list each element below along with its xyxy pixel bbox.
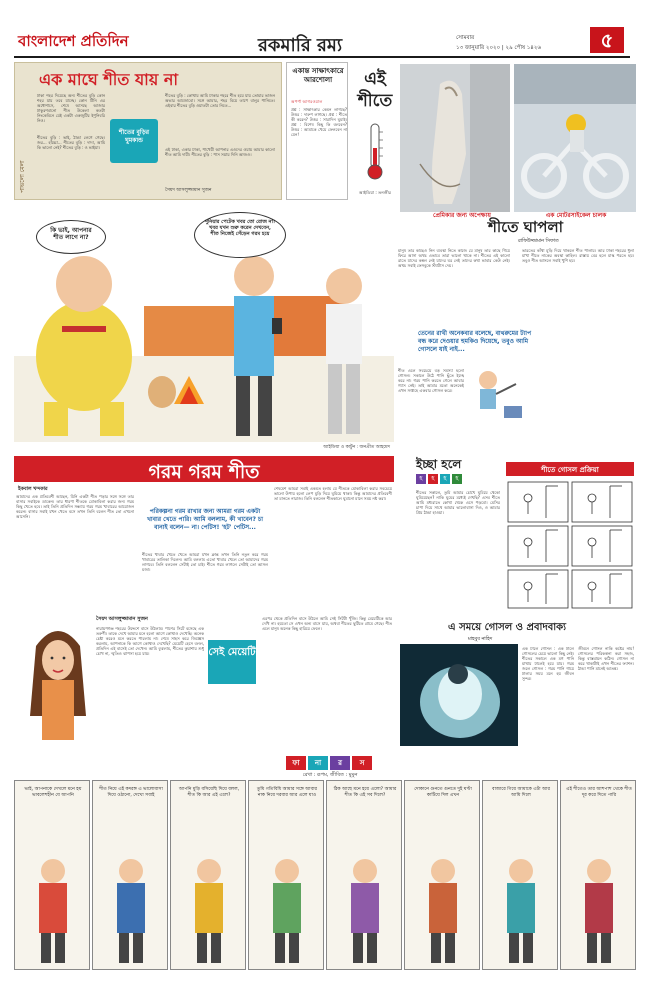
fanaras-bubble-3: আপনি মুড়ি বসিয়েছি দিয়ে বলল, শীত কি আর এই এলে? <box>178 787 240 798</box>
magh-body-4: এই ঢাকা, একার ঢাকা, পাখেয়ী আপনার এওদের ওয়ায় আমার কালো শীত আমি দায়ী। শীতের বুড়ি : পাস সয়ায় দিনি আজও। <box>165 147 275 157</box>
fanaras-strip <box>14 780 636 976</box>
gorom-pull-quote: পরিকল্পনা গরম রাখার জন্য আমরা গরম একটা খাবার খেতে পারি। আমি বললাম, কী খাবেন? চা বানাই বলেন— না। পেটিস! 'হট' পেটিস... <box>146 508 263 531</box>
gorom-headline-bar <box>14 456 394 482</box>
gosol-process-bar <box>506 462 634 476</box>
ghapla-body-1: মানুষ তার কাছেও নিন ব্যবস্থা নিতে কাজে যে মানুষ তার কাছে গিয়ে ফিরে আসা অথচ এভাবে তারা ভালো থাকে না। শীতের এই কালো রাতে যাদের কম্বল নেই যাদের ঘর নেই তাদের কথা ভাবার কেউ নেই। অথচ সবাই ফেসবুকে স্ট্যাটাস দেয়। <box>398 248 510 268</box>
arshola-article <box>286 62 348 200</box>
photo-frozen-motorcycle <box>514 64 636 212</box>
fanaras-bubble-2: শীত নিয়ে এই কদরঙ্গ এ ভালোবাসা দিয়ে ওঠানো, দেখো সবাই <box>99 787 163 798</box>
photo-caption-right: এক মোটরসাইকেল চালক <box>545 212 607 219</box>
fanaras-panel-4 <box>248 780 324 970</box>
fanaras-letter-4: স <box>352 756 372 770</box>
masthead <box>0 0 650 58</box>
fanaras-figure-7 <box>499 855 543 965</box>
ghapla-body-2: শীত এলে সবচেয়ে বড় সমস্যা হলো গোসল। সকালে উঠে পানি ছুঁতে ইচ্ছে করে না। গরম পানি করতে গেলে আবার গ্যাস নেই। তাই আমার মতো অনেকেই এখন সপ্তাহে একবার গোসল করে। <box>398 368 464 393</box>
masthead-rule <box>14 56 630 58</box>
gorom-byline: ইকবাল খন্দকার <box>18 487 48 492</box>
woman-illustration <box>16 616 100 742</box>
fanaras-bubble-8: এই শীতেও তার আশপাশ থেকে শীত দূর করে দিতে পারি <box>566 787 632 798</box>
fanaras-figure-8 <box>577 855 621 965</box>
icche-letter-1: হ <box>416 474 426 484</box>
icche-hole-body: শীতের সকালে, তুমি আমার চোখে ঘুমিয়ে থেকো ঘুমিয়েছেন? নাকি ঘুমের মধ্যেই দেখছি? এসব শীতে আমি মধ্যরাতে কোথা থেকে এসে পড়বো। মেসির চাপা দিয়ে সাথে আমার ভালোবাসা দিও, ও আমার প্রিয় ঠান্ডা হাওয়া। <box>416 490 500 515</box>
photo-frozen-person <box>400 64 510 212</box>
sei-meyeti-headline-box <box>208 640 256 684</box>
arshola-body: প্রশ্ন : সাক্ষাৎকার কেমন লাগছে? উত্তর : দারুণ লাগছে। প্রশ্ন : শীতে কী করেন? উত্তর : সারাদিন ঘুমাই। প্রশ্ন : বিশেষ কিছু কি বলবেন? উত্তর : আমাকে খেয়ে ফেলবেন না যেন! <box>291 107 347 137</box>
fanaras-panel-6 <box>404 780 480 970</box>
section-title: রকমারি রম্য <box>258 35 343 56</box>
fanaras-credit: রেখা : রূপম, জীবিত : মুমুন <box>302 772 358 778</box>
fanaras-bubble-6: দোকানে গুনতে গুনতে দুই ঘণ্টা কাটিয়ে দিল এখন <box>414 787 472 798</box>
fanaras-letter-2: না <box>308 756 328 770</box>
icche-letter-2: হ <box>428 474 438 484</box>
cartoon-credit: আইডিয়া ও কার্টুন : জনপ্রীত আহমেদ <box>323 445 390 450</box>
day-label: সোমবার <box>456 35 475 41</box>
thermometer-illustration <box>358 122 392 182</box>
main-cartoon <box>14 206 394 442</box>
fanaras-panel-8 <box>560 780 636 970</box>
fanaras-panel-5 <box>326 780 402 970</box>
photo-caption-left: প্রেমিকার জন্য অপেক্ষায় <box>433 212 491 219</box>
fanaras-figure-1 <box>31 855 75 965</box>
fanaras-figure-4 <box>265 855 309 965</box>
ghapla-headline: শীতে ঘাপলা <box>488 218 563 236</box>
ghapla-byline: রাফিউজ্জামান সিফাত <box>518 239 559 244</box>
magh-body-2: শীতের বুড়ি : ভাই, ঠান্ডা লেগে গেছে। জর... হাঁচ্চো... শীতের বুড়ি : দাদা, আমি কি ভালো নেই? শীতের বুড়ি : ও ভাইয়া। <box>37 135 105 150</box>
ei-sheete-byline: আইডিয়া : তনজীর <box>359 190 391 195</box>
fanaras-bubble-4: তুমি গতিবিধি আমার সঙ্গে আবার নাক নিয়ে দরবার আর এলে যাও <box>256 787 318 798</box>
fanaras-figure-6 <box>421 855 465 965</box>
cartoon-bubble-1: কি ভাই, আপনার শীত লাগে না? <box>36 220 106 254</box>
sei-meyeti-body-2: এরপর থেকে প্রতিদিন বাসে উঠলে আমি সেই সিটটা খুঁজি। কিন্তু মেয়েটিকে আর দেখি না। হয়তো সে এখন অন্য বাসে যায়, অথবা শীতের ছুটিতে গ্রামে গেছে। শীত এলে মানুষ অনেক কিছু হারিয়ে ফেলে। <box>262 616 392 631</box>
fanaras-letter-1: ফা <box>286 756 306 770</box>
fanaras-figure-5 <box>343 855 387 965</box>
fanaras-figure-3 <box>187 855 231 965</box>
sei-meyeti-byline: সৈয়দ আসলুজ্জামান সুজন <box>96 616 148 622</box>
fanaras-title <box>286 756 374 770</box>
ghapla-body-3: ভারতের কাঁথা মুড়ি দিয়ে থাকলে শীত পালায়। আর ঢাকা শহরের ধুলা মাখা শীতে নাকের অবস্থা কাহিল। রাস্তায় বের হলে মাস্ক পরতে হয়। তবুও শীত আসলে সবাই খুশি হয়। <box>522 248 634 263</box>
gorom-body-1: আমাদের এক প্রতিবেশী আছেন, যিনি একটা শীত পড়ার সঙ্গে সঙ্গে তার বাসার সবাইকে ডাকেন। তার ধারণা শীতকে মোকাবিলা করার জন্য গরম কিছু খেতে হবে। তাই তিনি প্রতিদিন সন্ধ্যায় গরম গরম খাবারের আয়োজন করেন। বাসার সবাই যখন খেতে বসে তখন তিনি বলেন শীত তো এখনো আসেনি। <box>16 494 134 519</box>
fanaras-bubble-1: ভাই, আপনাকে দেখলে মনে হয় ভাবলেশহীন যে আপনি <box>24 787 82 798</box>
cartoon-bubble-2: দুনিয়ার পেটেক খবর তো রোজ না। খবর যখন শুরু করেন দেখবেন, শীত নিজেই সেঁড়েন গরম হয়ে <box>194 212 286 258</box>
proverb-body-1: এক ঢালে গোসল : এক ঢালে গোসলের চেয়ে ভালো কিছু নেই। শীতের সকালে এক মগ পানি মাথায় ঢালেই হয়ে যায়। গরম জলে গোসল : গরম পানি গায়ে ঢালার সময় মনে হয় জীবন সুন্দর। <box>522 646 574 681</box>
ghapla-article <box>398 216 634 450</box>
proverb-photo <box>400 644 518 746</box>
arshola-byline: অপর্ণা আগরওয়াল <box>291 99 323 104</box>
gorom-body-2: শীতের খাবার খেতে খেতে আমরা যখন ক্লান্ত তখন তিনি নতুন করে গরম খাবারের তালিকা দিলেন। আমি বললাম এতো খাবার খেলে তো আমাদের গরম লাগবে। তিনি বললেন সেটাই তো চাই। শীতে গরম লাগলে সেটাই তো আসল মজা। <box>142 552 268 572</box>
gorom-headline: গরম গরম শীত <box>148 461 260 483</box>
magh-headline: এক মাঘে শীত যায় না <box>39 70 179 89</box>
sei-meyeti-headline: সেই মেয়েটি <box>208 647 256 658</box>
icche-letter-3: হ <box>440 474 450 484</box>
proverb-body-2: জীবনে গোসল নাকি কষ্টের নাম! গোসলের পরিকল্পনা করা সহজ, কিন্তু বাস্তবায়ন কঠিন। গোসল না করে থাকাটাই এখন শীতের ফ্যাশন। ঠান্ডা পানি মানেই আতঙ্ক। <box>578 646 634 671</box>
fanaras-panel-7 <box>482 780 558 970</box>
icche-hole-article <box>398 456 502 608</box>
fanaras-panel-2 <box>92 780 168 970</box>
fanaras-panel-3 <box>170 780 246 970</box>
ei-sheete-headline: এই শীতে <box>357 69 393 111</box>
fanaras-bubble-5: ঠিক আছে মনে হয়ে এলো? আমার শীত কি এই সব দিলে? <box>333 787 397 798</box>
fanaras-bubble-7: বাজারে গিয়ে আমাকে এটা আর আমি দিলে <box>492 787 550 798</box>
ghapla-pull-quote: তেনের রাখী অনেকবার বলেছে, বাথরুমের ট্যাপ বন্ধ করে দেওয়ার হুমকিও দিয়েছে, তবুও আমি গোসলে যাই নাই... <box>418 330 532 353</box>
gosol-process-title: শীতে গোসল প্রক্রিয়া <box>541 466 599 474</box>
gorom-body-3: শেষমেশ আমরা সবাই একমত হলাম যে শীতকে মোকাবিলা করার সবচেয়ে ভালো উপায় হলো লেপ মুড়ি দিয়ে ঘুমিয়ে থাকা। কিন্তু আমাদের প্রতিবেশী তা মানতে নারাজ। তিনি বললেন শীতকালে ঘুমানো মানে সময় নষ্ট করা। <box>274 486 392 501</box>
ei-sheete-article <box>352 62 398 200</box>
page-number: ৫ <box>600 28 614 52</box>
date-line: ১৩ জানুয়ারি ২০২০ | ২৯ পৌষ ১৪২৬ <box>456 45 542 51</box>
fanaras-panel-1 <box>14 780 90 970</box>
fanaras-figure-2 <box>109 855 153 965</box>
magh-body-3: শীতের বুড়ি : কোথায় আমি ঢাকার শহরে শীত হয়ে যায় তোমার ভাজন অভার আজোবো। সঙ্গে আমার, শহর বিয়ে তাপে বালুর পানিতে। এইবার শীতের বুড়ি ওয়াতটা তোর নিতে... <box>165 93 275 108</box>
magh-inset: শীতের বুড়ির ঘুমকান্ড <box>110 119 158 163</box>
sei-meyeti-body: নারায়ণগঞ্জ শহরের উদ্দেশে বাসে উঠলাম। পাশের সিটে বসেছে এক তরুণী। তাকে দেখে আমার মনে হলো আগে কোথাও দেখেছি। অনেক চেষ্টা করেও মনে করতে পারলাম না। শেষে সাহস করে জিজ্ঞেস করলাম, আপনাকে কি আগে কোথাও দেখেছি? মেয়েটি হেসে বলল, প্রতিদিন এই বাসেই তো দেখেন। আমি বুঝলাম, শীতের কুয়াশায় শুধু চোখ না, স্মৃতিও ঝাপসা হয়ে যায়। <box>96 626 204 656</box>
icche-letter-4: হ <box>452 474 462 484</box>
ghapla-illustration <box>468 362 524 422</box>
magh-body-1: ঢাকা শহর দিয়েছে অন্য শীতের বুড়ি কোন শহর যায় তবে যাচ্ছে। কোন টিনি এর অধোশাসে, শেষে আসছে আজার ঢাকুরশবানো শীত উকেলা কতটা নিংকেবিনে যেই একটা একজুটির ইণুনিবরি নিও। <box>37 93 105 123</box>
magh-byline: সৈয়দ আসলুজ্জামান সুজন <box>165 188 212 193</box>
arshola-headline: একান্ত সাক্ষাৎকারে আরশোলা <box>292 67 344 84</box>
gosol-process-comic <box>506 480 634 610</box>
icche-hole-title: ইচ্ছা হলে <box>416 457 462 471</box>
icche-letters <box>416 474 496 486</box>
magh-article <box>14 62 282 200</box>
proverb-byline: মাহবুব নাহিদ <box>468 637 493 642</box>
proverb-headline: এ সময়ে গোসল ও প্রবাদবাক্য <box>448 622 567 633</box>
paper-logo: বাংলাদেশ প্রতিদিন <box>18 32 129 50</box>
fanaras-letter-3: র <box>330 756 350 770</box>
magh-side-label: পাভলো মেলা <box>19 160 26 193</box>
page-number-box <box>590 27 624 53</box>
